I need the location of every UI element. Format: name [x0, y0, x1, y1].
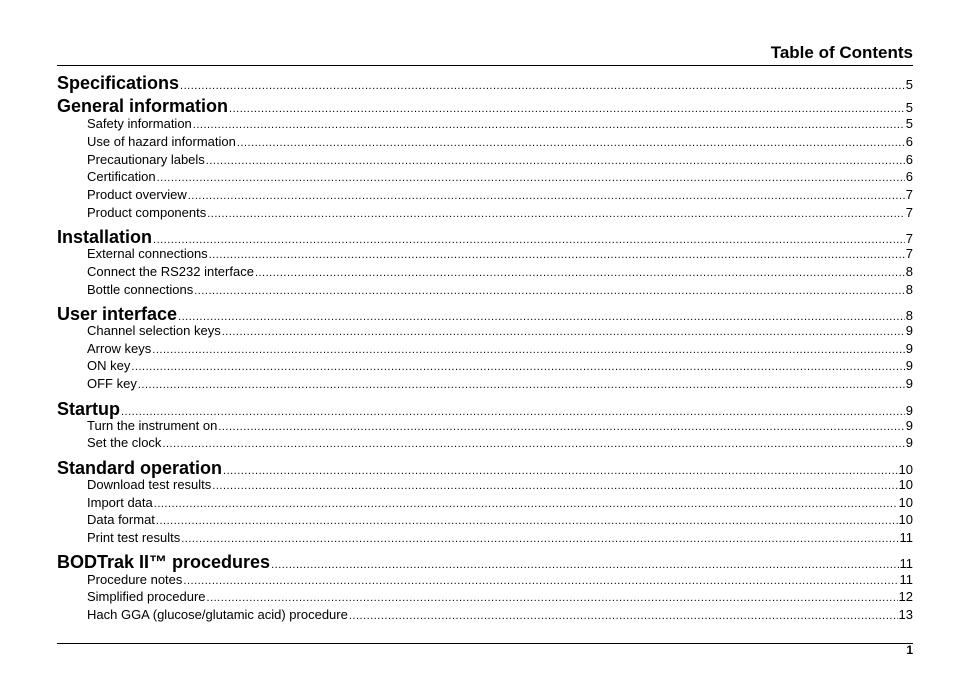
toc-entry-page: 7 [905, 231, 913, 246]
toc-entry-page: 9 [905, 403, 913, 418]
toc-entry-title: Channel selection keys [87, 323, 221, 338]
toc-entry-title: Hach GGA (glucose/glutamic acid) procedure [87, 607, 348, 622]
toc-subsection-entry[interactable] [57, 341, 913, 357]
dot-leader [156, 515, 898, 527]
dot-leader [181, 533, 898, 545]
toc-entry-title: ON key [87, 358, 131, 373]
toc-entry-title: Bottle connections [87, 282, 194, 297]
toc-entry-page: 8 [905, 308, 913, 323]
toc-subsection-entry[interactable] [57, 169, 913, 185]
toc-entry-title: Print test results [87, 530, 181, 545]
toc-entry-title: Product components [87, 205, 207, 220]
page-header-title: Table of Contents [770, 43, 913, 62]
dot-leader [222, 326, 905, 338]
toc-entry-title: General information [57, 96, 229, 116]
dot-leader [154, 498, 898, 510]
toc-entry-page: 5 [905, 77, 913, 92]
toc-entry-page: 6 [905, 169, 913, 184]
toc-entry-title: Use of hazard information [87, 134, 236, 149]
toc-entry-title: Download test results [87, 477, 212, 492]
toc-subsection-entry[interactable] [57, 435, 913, 451]
dot-leader [121, 406, 905, 418]
dot-leader [157, 172, 905, 184]
toc-subsection-entry[interactable] [57, 323, 913, 339]
dot-leader [255, 267, 905, 279]
toc-entry-title: Standard operation [57, 458, 223, 478]
toc-subsection-entry[interactable] [57, 205, 913, 221]
header-divider [57, 65, 913, 66]
toc-entry-title: Specifications [57, 73, 180, 93]
dot-leader [138, 379, 905, 391]
toc-subsection-entry[interactable] [57, 495, 913, 511]
toc-entry-page: 10 [898, 495, 913, 510]
dot-leader [180, 80, 905, 92]
toc-entry-page: 10 [898, 512, 913, 527]
toc-entry-page: 9 [905, 376, 913, 391]
toc-entry-title: User interface [57, 304, 178, 324]
toc-entry-title: Data format [87, 512, 155, 527]
toc-entry-page: 9 [905, 341, 913, 356]
toc-entry-title: External connections [87, 246, 208, 261]
toc-entry-title: BODTrak II™ procedures [57, 552, 271, 572]
toc-entry-page: 10 [898, 477, 913, 492]
toc-section-entry[interactable] [57, 552, 913, 574]
toc-subsection-entry[interactable] [57, 358, 913, 374]
footer-divider [57, 643, 913, 644]
toc-entry-title: Product overview [87, 187, 187, 202]
dot-leader [218, 421, 904, 433]
toc-entry-title: Set the clock [87, 435, 162, 450]
dot-leader [207, 592, 898, 604]
dot-leader [162, 438, 904, 450]
toc-subsection-entry[interactable] [57, 264, 913, 280]
toc-entry-title: Simplified procedure [87, 589, 206, 604]
toc-entry-page: 6 [905, 152, 913, 167]
toc-entry-title: Certification [87, 169, 156, 184]
toc-entry-page: 9 [905, 358, 913, 373]
toc-section-entry[interactable] [57, 96, 913, 118]
toc-entry-title: Import data [87, 495, 153, 510]
toc-entry-title: OFF key [87, 376, 137, 391]
toc-entry-page: 12 [898, 589, 913, 604]
toc-entry-page: 5 [905, 100, 913, 115]
dot-leader [183, 575, 898, 587]
toc-entry-page: 7 [905, 205, 913, 220]
toc-subsection-entry[interactable] [57, 282, 913, 298]
dot-leader [188, 190, 905, 202]
toc-subsection-entry[interactable] [57, 418, 913, 434]
toc-entry-page: 11 [899, 556, 913, 571]
dot-leader [349, 610, 898, 622]
toc-entry-page: 8 [905, 264, 913, 279]
toc-entry-title: Arrow keys [87, 341, 152, 356]
toc-entry-page: 11 [899, 572, 913, 587]
toc-entry-title: Procedure notes [87, 572, 183, 587]
toc-entry-page: 8 [905, 282, 913, 297]
dot-leader [194, 285, 905, 297]
toc-entry-title: Precautionary labels [87, 152, 205, 167]
dot-leader [178, 311, 905, 323]
toc-entry-page: 6 [905, 134, 913, 149]
toc-entry-title: Connect the RS232 interface [87, 264, 254, 279]
toc-entry-page: 7 [905, 187, 913, 202]
dot-leader [131, 361, 904, 373]
toc-entry-title: Installation [57, 227, 153, 247]
toc-subsection-entry[interactable] [57, 134, 913, 150]
toc-subsection-entry[interactable] [57, 152, 913, 168]
toc-subsection-entry[interactable] [57, 589, 913, 605]
toc-subsection-entry[interactable] [57, 530, 913, 546]
dot-leader [193, 119, 905, 131]
dot-leader [153, 234, 905, 246]
toc-section-entry[interactable] [57, 73, 913, 95]
dot-leader [223, 465, 898, 477]
page-number: 1 [906, 643, 913, 657]
toc-subsection-entry[interactable] [57, 187, 913, 203]
toc-subsection-entry[interactable] [57, 572, 913, 588]
toc-entry-page: 9 [905, 418, 913, 433]
dot-leader [271, 559, 898, 571]
toc-entry-page: 10 [898, 462, 913, 477]
toc-entry-page: 11 [899, 530, 913, 545]
dot-leader [206, 155, 905, 167]
toc-entry-page: 5 [905, 116, 913, 131]
toc-subsection-entry[interactable] [57, 376, 913, 392]
dot-leader [207, 208, 905, 220]
toc-subsection-entry[interactable] [57, 607, 913, 623]
toc-subsection-entry[interactable] [57, 477, 913, 493]
toc-entry-page: 13 [898, 607, 913, 622]
toc-entry-title: Startup [57, 399, 120, 419]
toc-subsection-entry[interactable] [57, 246, 913, 262]
toc-entry-page: 9 [905, 435, 913, 450]
toc-entry-title: Turn the instrument on [87, 418, 218, 433]
toc-entry-page: 9 [905, 323, 913, 338]
toc-entry-title: Safety information [87, 116, 192, 131]
dot-leader [229, 103, 905, 115]
dot-leader [212, 480, 897, 492]
toc-entry-page: 7 [905, 246, 913, 261]
dot-leader [209, 249, 905, 261]
dot-leader [237, 137, 905, 149]
toc-subsection-entry[interactable] [57, 116, 913, 132]
dot-leader [152, 344, 904, 356]
toc-subsection-entry[interactable] [57, 512, 913, 528]
